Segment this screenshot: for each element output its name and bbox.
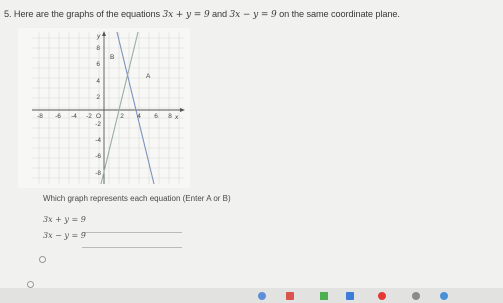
youtube-icon[interactable]: [378, 292, 386, 300]
y-tick-label: 8: [96, 45, 100, 52]
app-icon[interactable]: [412, 292, 420, 300]
x-tick-label: 8: [168, 113, 172, 120]
equation-2: 3x − y = 9: [229, 10, 277, 20]
y-tick-label: -2: [95, 121, 101, 128]
docs-icon[interactable]: [346, 292, 354, 300]
question-prompt: [4, 9, 400, 20]
question-number: 5.: [4, 9, 12, 19]
y-axis-label: y: [97, 33, 101, 40]
taskbar: [0, 288, 503, 303]
question-and: and: [212, 9, 228, 19]
y-tick-label: -4: [95, 137, 101, 144]
y-tick-label: -6: [95, 153, 101, 160]
question-text-before: Here are the graphs of the equations: [13, 9, 160, 19]
chrome-icon[interactable]: [258, 292, 266, 300]
line-b-label: B: [110, 54, 115, 61]
instruction-text: Which graph represents each equation (Enter A or B): [43, 194, 231, 203]
question-text-after: on the same coordinate plane.: [279, 9, 400, 19]
line-a-label: A: [146, 73, 151, 80]
radio-option[interactable]: [27, 281, 34, 288]
gmail-icon[interactable]: [286, 292, 294, 300]
answer-equation-1: 3x + y = 9: [43, 215, 86, 224]
x-tick-label: 4: [137, 113, 141, 120]
x-tick-label: 6: [154, 113, 158, 120]
x-axis-label: x: [175, 114, 179, 121]
y-tick-label: 6: [96, 61, 100, 68]
x-tick-label: -8: [37, 113, 43, 120]
y-tick-label: 4: [96, 78, 100, 85]
answer-equation-2: 3x − y = 9: [43, 231, 86, 240]
equation-1: 3x + y = 9: [162, 10, 210, 20]
x-tick-label: 2: [120, 113, 124, 120]
x-tick-label: -6: [55, 113, 61, 120]
origin-label: O: [96, 113, 102, 120]
x-tick-label: -2: [86, 113, 92, 120]
x-tick-label: -4: [71, 113, 77, 120]
coordinate-graph: [18, 28, 190, 188]
answer-input-2[interactable]: [82, 247, 182, 248]
drive-icon[interactable]: [320, 292, 328, 300]
y-tick-label: -8: [95, 170, 101, 177]
y-tick-label: 2: [96, 94, 100, 101]
radio-option[interactable]: [39, 256, 46, 263]
app-icon[interactable]: [440, 292, 448, 300]
answer-input-1[interactable]: [82, 232, 182, 233]
